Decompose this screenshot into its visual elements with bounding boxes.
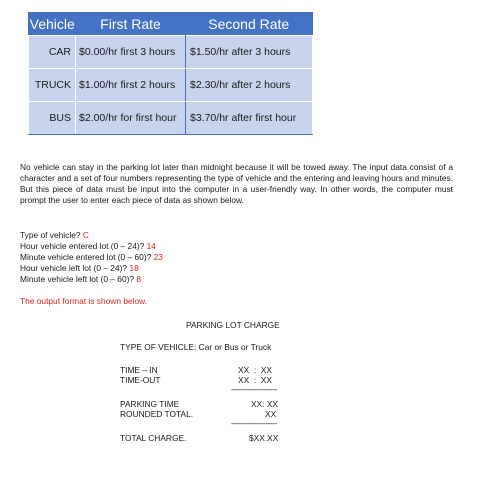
divider-line: -------------------- [231,384,277,394]
total-charge-value: $XX.XX [249,433,279,443]
time-in-label: TIME – IN [120,365,158,375]
vehicle-cell: CAR [29,36,76,69]
report-title: PARKING LOT CHARGE [186,320,280,330]
header-first-rate: First Rate [76,13,186,36]
prompt-label: Minute vehicle left lot (0 – 60)? [20,274,137,284]
vehicle-cell: BUS [29,102,76,135]
vehicle-cell: TRUCK [29,69,76,102]
total-charge-label: TOTAL CHARGE. [120,433,187,443]
prompt-value: 23 [153,252,163,262]
time-in-value: XX : XX [238,365,272,375]
prompt-value: 18 [129,263,139,273]
prompt-label: Type of vehicle? [20,230,83,240]
first-rate-cell: $2.00/hr for first hour [76,102,186,135]
prompt-label: Hour vehicle left lot (0 – 24)? [20,263,130,273]
prompt-value: C [82,230,89,240]
rounded-total-label: ROUNDED TOTAL. [120,409,194,419]
second-rate-cell: $3.70/hr after first hour [186,102,313,135]
time-out-label: TIME-OUT [120,375,161,385]
prompt-value: 8 [136,274,142,284]
header-vehicle: Vehicle [29,13,76,36]
time-out-value: XX : XX [238,375,272,385]
output-note: The output format is shown below. [20,296,148,306]
rounded-total-value: XX [265,409,277,419]
first-rate-cell: $1.00/hr first 2 hours [76,69,186,102]
prompt-label: Hour vehicle entered lot (0 – 24)? [20,241,147,251]
header-second-rate: Second Rate [186,13,313,36]
second-rate-cell: $1.50/hr after 3 hours [186,36,313,69]
first-rate-cell: $0.00/hr first 3 hours [76,36,186,69]
prompt-label: Minute vehicle entered lot (0 – 60)? [20,252,154,262]
second-rate-cell: $2.30/hr after 2 hours [186,69,313,102]
description-paragraph: No vehicle can stay in the parking lot later than midnight because it will be towed away. The input data consist of a character and a set of four numbers representing the type of vehicle and the entering and leaving hours and minutes. But this piece of data must be input into the computer in a user-friendly way. In other words, the computer must prompt the user to enter each piece of data as shown below. [20,162,453,205]
report-type-line: TYPE OF VEHICLE: Car or Bus or Truck [120,342,272,352]
parking-time-value: XX: XX [251,399,278,409]
prompt-value: 14 [146,241,156,251]
divider-line: -------------------- [231,418,277,428]
parking-time-label: PARKING TIME [120,399,180,409]
